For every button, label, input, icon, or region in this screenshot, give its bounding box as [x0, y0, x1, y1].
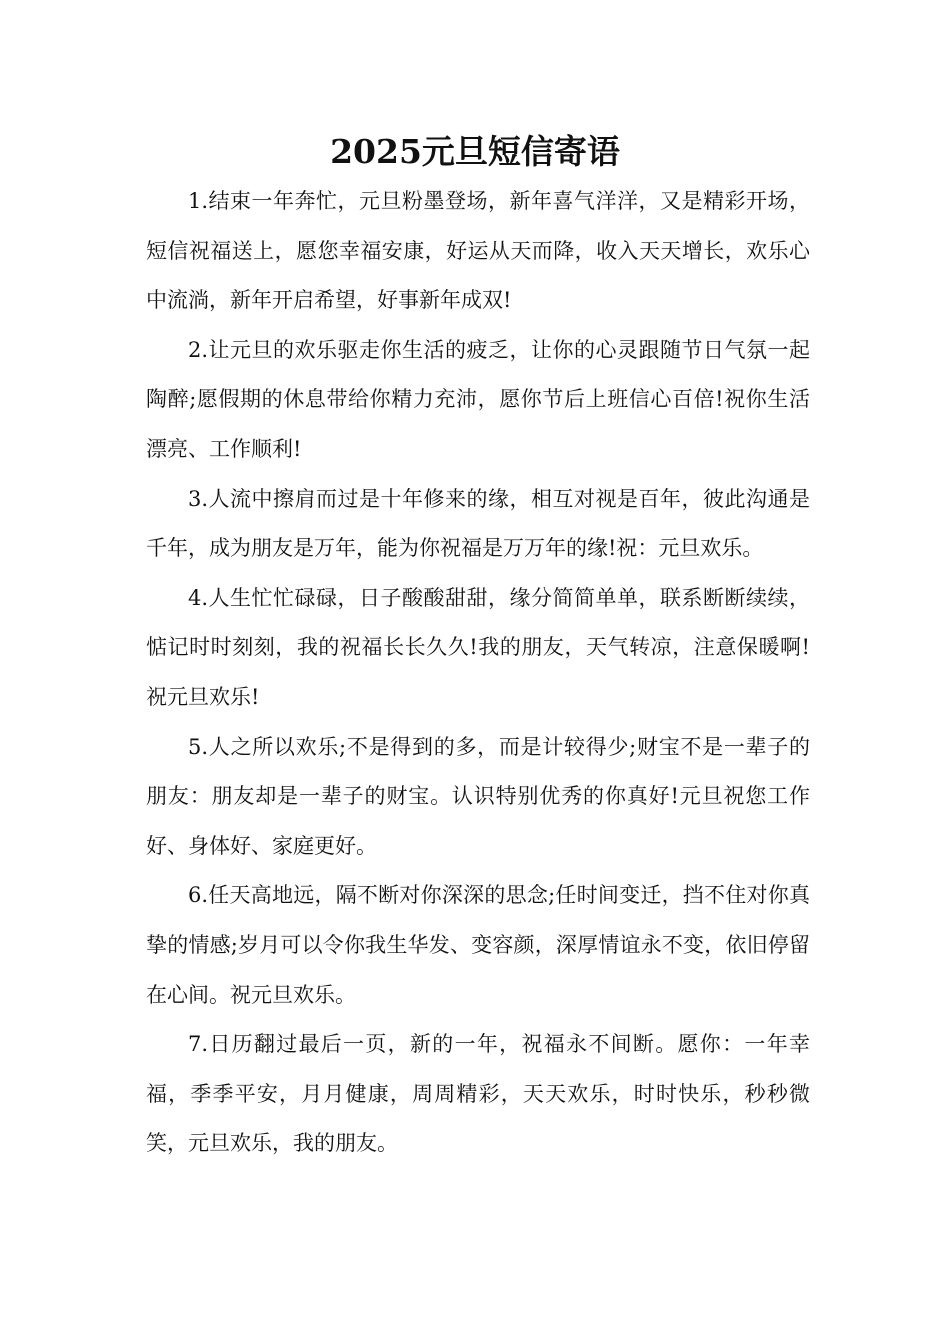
- paragraph-7: 7.日历翻过最后一页，新的一年，祝福永不间断。愿你：一年幸福，季季平安，月月健康，周周精彩，天天欢乐，时时快乐，秒秒微笑，元旦欢乐，我的朋友。: [146, 1032, 810, 1156]
- paragraph-6: 6.任天高地远，隔不断对你深深的思念;任时间变迁，挡不住对你真挚的情感;岁月可以令你我生华发、变容颜，深厚情谊永不变，依旧停留在心间。祝元旦欢乐。: [146, 883, 810, 1007]
- document-body: [146, 177, 810, 1169]
- paragraph-5: 5.人之所以欢乐;不是得到的多，而是计较得少;财宝不是一辈子的朋友：朋友却是一辈子的财宝。认识特别优秀的你真好!元旦祝您工作好、身体好、家庭更好。: [146, 734, 810, 858]
- document-title: 2025元旦短信寄语: [330, 132, 620, 171]
- paragraph-3: 3.人流中擦肩而过是十年修来的缘，相互对视是百年，彼此沟通是千年，成为朋友是万年，能为你祝福是万万年的缘!祝：元旦欢乐。: [146, 486, 810, 561]
- paragraph-2: 2.让元旦的欢乐驱走你生活的疲乏，让你的心灵跟随节日气氛一起陶醉;愿假期的休息带给你精力充沛，愿你节后上班信心百倍!祝你生活漂亮、工作顺利!: [146, 337, 810, 461]
- paragraph-1: 1.结束一年奔忙，元旦粉墨登场，新年喜气洋洋，又是精彩开场，短信祝福送上，愿您幸福安康，好运从天而降，收入天天增长，欢乐心中流淌，新年开启希望，好事新年成双!: [146, 189, 810, 313]
- paragraph-4: 4.人生忙忙碌碌，日子酸酸甜甜，缘分简简单单，联系断断续续，惦记时时刻刻，我的祝福长长久久!我的朋友，天气转凉，注意保暖啊!祝元旦欢乐!: [146, 585, 810, 709]
